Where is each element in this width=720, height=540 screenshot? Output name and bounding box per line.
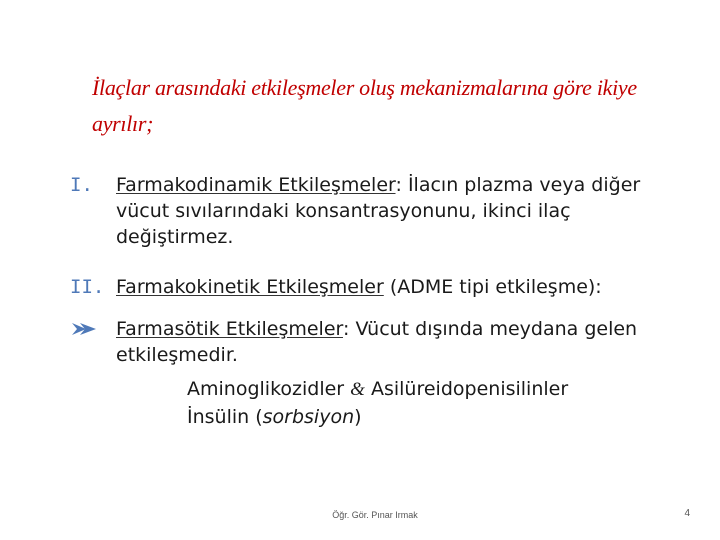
term-description: : Vücut dışında meydana gelen etkileşmedir. [116,318,638,366]
term-label: Farmakodinamik Etkileşmeler [116,174,396,196]
footer-author: Öğr. Gör. Pınar Irmak [332,510,418,520]
roman-numeral-marker: II. [70,276,105,298]
example-text: Aminoglikozidler [187,378,351,400]
list-item-text [116,316,690,368]
example-text: ) [354,406,362,428]
term-description: (ADME tipi etkileşme): [383,276,602,298]
example-line-aminoglycoside [187,376,568,403]
term-label: Farmasötik Etkileşmeler [116,318,343,340]
example-line-insulin [187,404,362,430]
ampersand: & [350,379,365,400]
roman-numeral-marker: I. [70,174,93,196]
list-item-pharmaceutical [70,316,690,368]
list-item-text [116,172,690,250]
example-text: Asilüreidopenisilinler [364,378,569,400]
page-number: 4 [684,508,690,519]
term-description: : İlacın plazma veya diğer vücut sıvılarındaki konsantrasyonunu, ikinci ilaç değiştirmez. [116,174,641,248]
slide-heading: İlaçlar arasındaki etkileşmeler oluş mekanizmalarına göre ikiye ayrılır; [92,75,637,136]
list-item-pharmacodynamic [70,172,690,250]
term-label: Farmakokinetik Etkileşmeler [116,276,384,298]
example-text: İnsülin ( [187,406,263,428]
example-emphasis: sorbsiyon [262,406,355,428]
list-item-text [116,274,690,300]
list-item-pharmacokinetic [70,274,690,300]
